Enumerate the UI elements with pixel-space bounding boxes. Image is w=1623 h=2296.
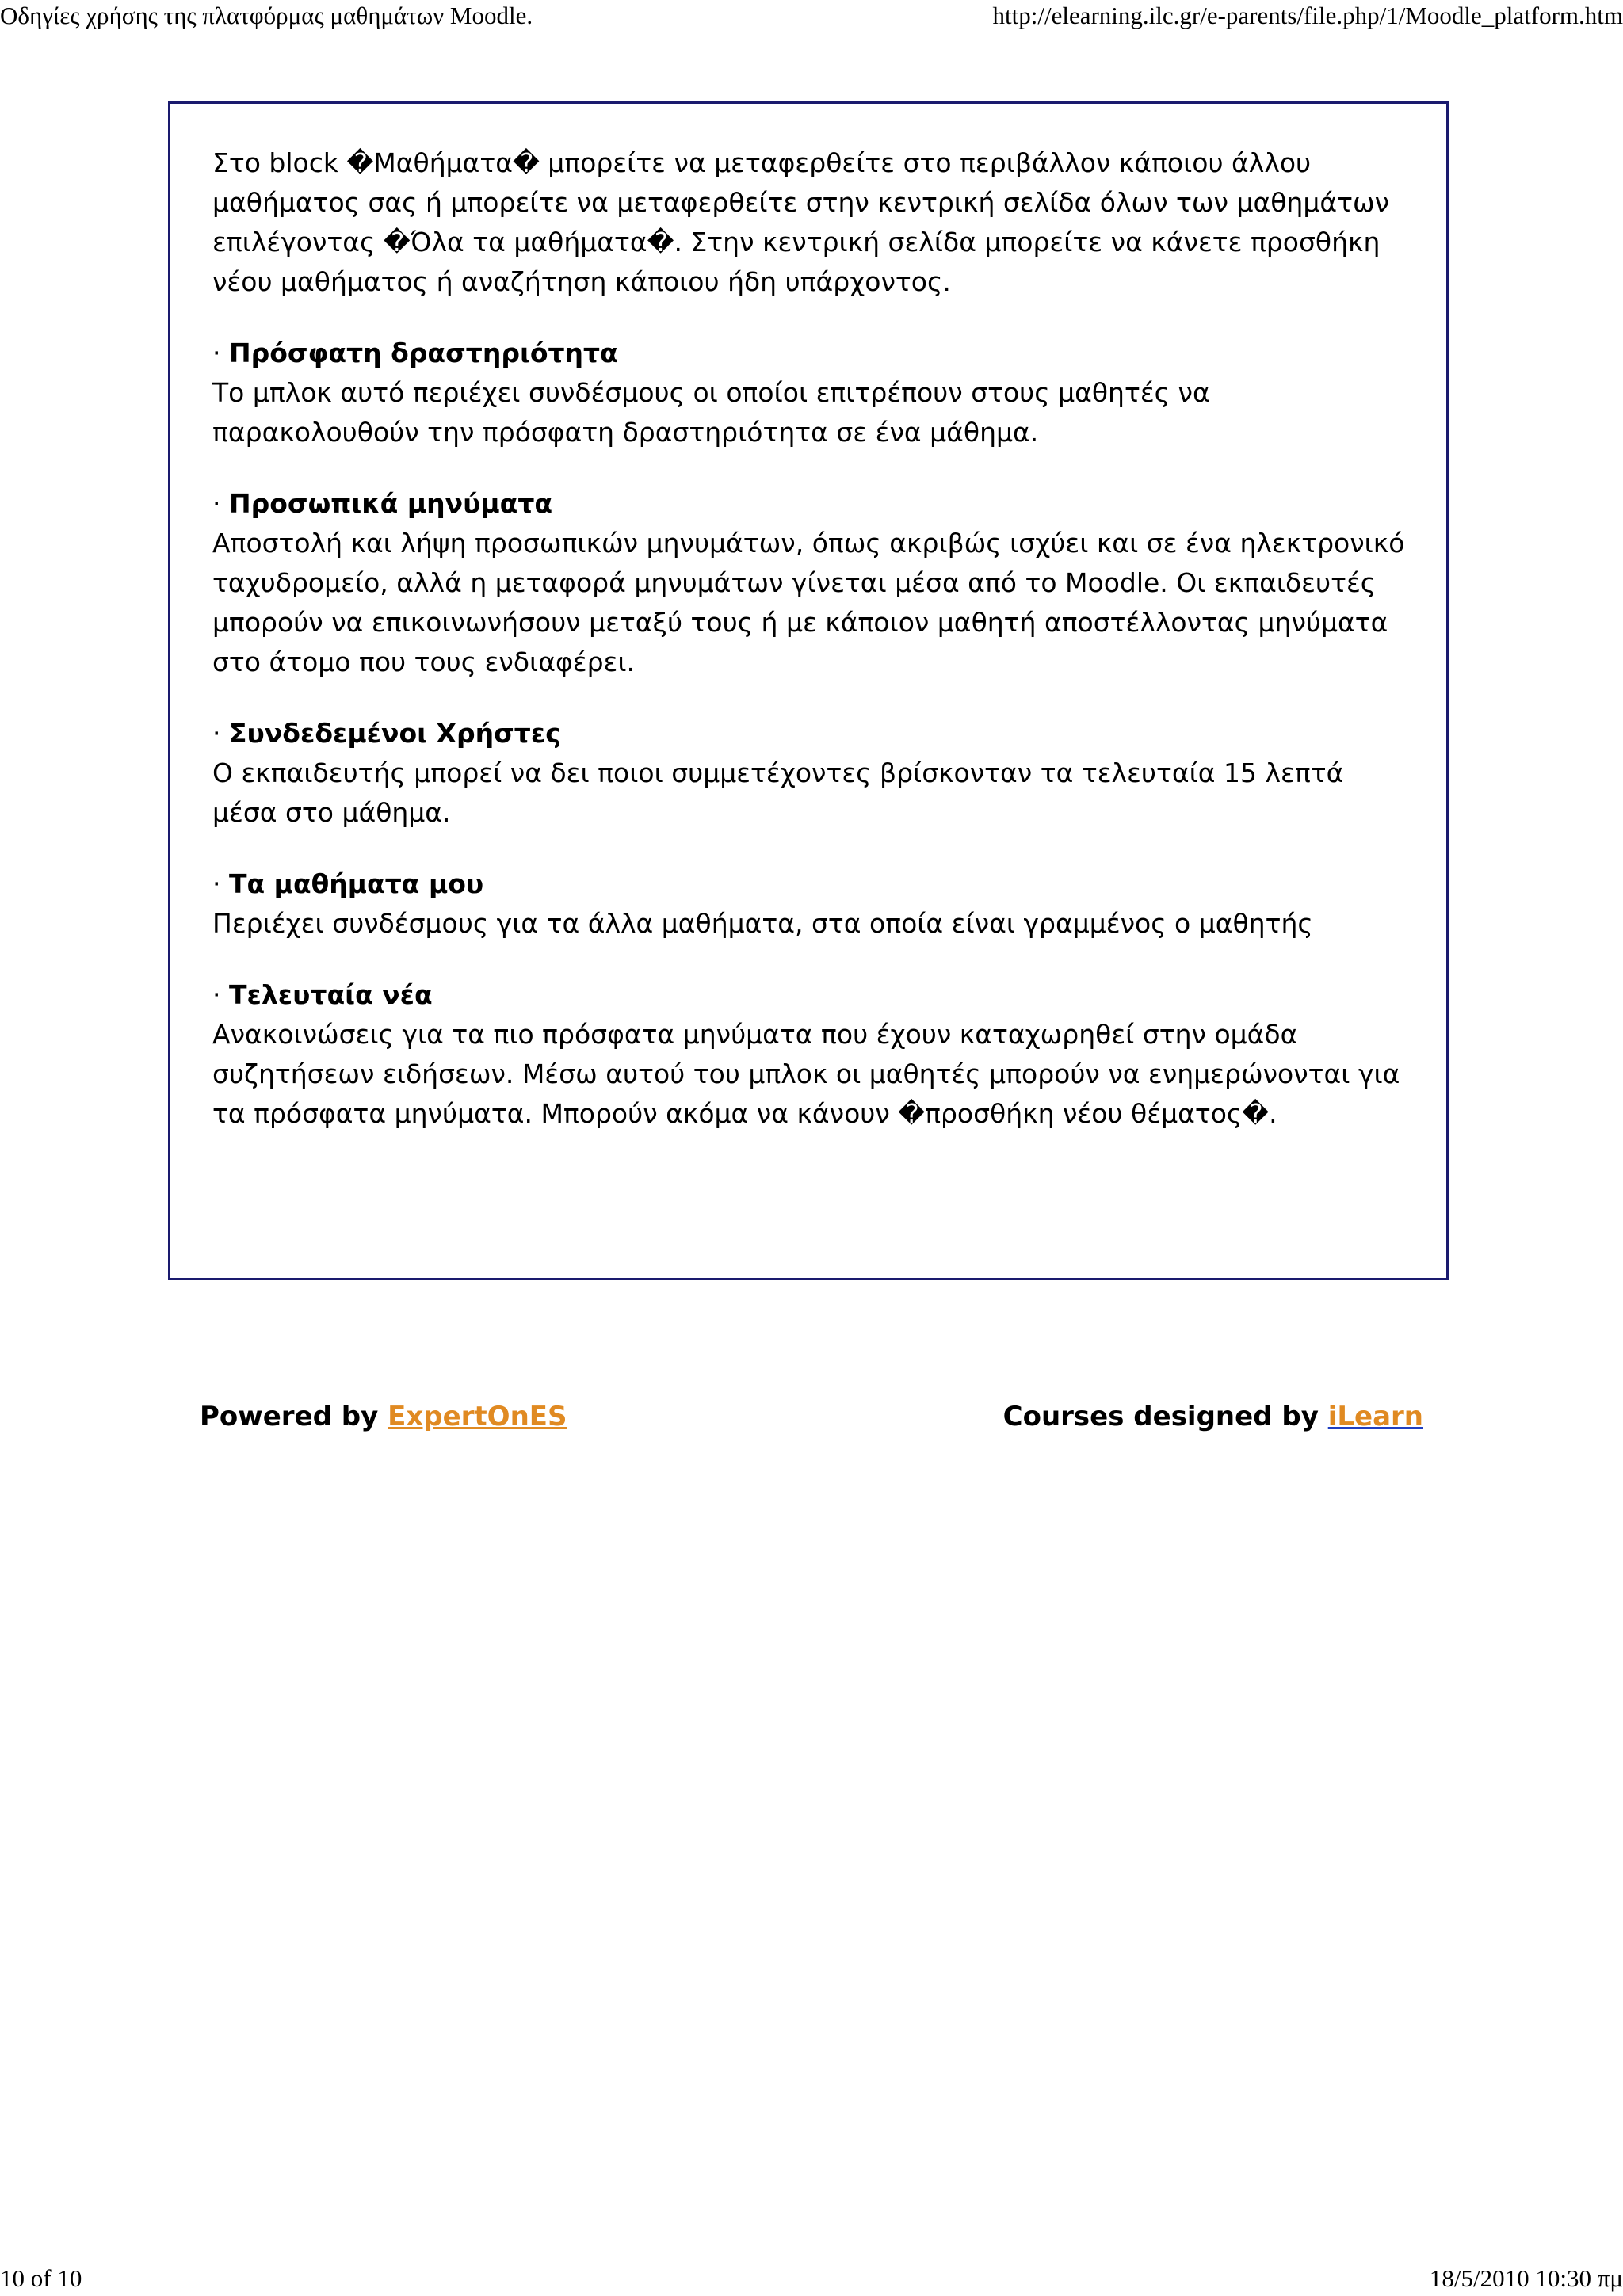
designed-by-label: Courses designed by: [1002, 1401, 1328, 1432]
section-text: Περιέχει συνδέσμους για τα άλλα μαθήματα, στα οποία είναι γραμμένος ο μαθητής: [212, 908, 1313, 939]
document-title: Οδηγίες χρήσης της πλατφόρμας μαθημάτων Moodle.: [0, 2, 533, 29]
expertones-link[interactable]: ExpertOnES: [388, 1401, 567, 1432]
print-footer: [0, 2264, 1623, 2296]
section-text: Το μπλοκ αυτό περιέχει συνδέσμους οι οποίοι επιτρέπουν στους μαθητές να παρακολουθούν την πρόσφατη δραστηριότητα σε ένα μάθημα.: [212, 377, 1210, 448]
bullet: ·: [212, 488, 229, 519]
section-text: Ο εκπαιδευτής μπορεί να δει ποιοι συμμετέχοντες βρίσκονταν τα τελευταία 15 λεπτά μέσα στο μάθημα.: [212, 757, 1344, 828]
bullet: ·: [212, 718, 229, 749]
section-title: Προσωπικά μηνύματα: [228, 488, 553, 519]
page-number: 10 of 10: [0, 2264, 82, 2292]
powered-by: [200, 1393, 567, 1440]
bullet: ·: [212, 338, 229, 368]
print-header: [0, 2, 1623, 33]
footer-credits: [200, 1393, 1423, 1440]
designed-by: [1003, 1393, 1423, 1440]
section-my-courses: [212, 864, 1405, 944]
section-title: Συνδεδεμένοι Χρήστες: [228, 718, 561, 749]
ilearn-link[interactable]: iLearn: [1327, 1401, 1423, 1432]
bullet: ·: [212, 868, 229, 899]
section-recent-activity: [212, 334, 1405, 452]
section-latest-news: [212, 975, 1405, 1134]
section-online-users: [212, 714, 1405, 833]
section-text: Αποστολή και λήψη προσωπικών μηνυμάτων, όπως ακριβώς ισχύει και σε ένα ηλεκτρονικό ταχυδρομείο, αλλά η μεταφορά μηνυμάτων γίνεται μέσα από το Moodle. Οι εκπαιδευτές μπορούν να επικοινωνήσουν μεταξύ τους ή με κάποιον μαθητή αποστέλλοντας μηνύματα στο άτομο που τους ενδιαφέρει.: [212, 528, 1405, 677]
print-datetime: 18/5/2010 10:30 πμ: [1429, 2264, 1623, 2292]
section-personal-messages: [212, 484, 1405, 682]
section-title: Τα μαθήματα μου: [228, 868, 484, 899]
section-text: Ανακοινώσεις για τα πιο πρόσφατα μηνύματα που έχουν καταχωρηθεί στην ομάδα συζητήσεων ειδήσεων. Μέσω αυτού του μπλοκ οι μαθητές μπορούν να ενημερώνονται για τα πρόσφατα μηνύματα. Μπορούν ακόμα να κάνουν �προσθήκη νέου θέματος�.: [212, 1019, 1400, 1129]
powered-by-label: Powered by: [200, 1401, 388, 1432]
section-title: Τελευταία νέα: [228, 979, 433, 1010]
section-title: Πρόσφατη δραστηριότητα: [228, 338, 618, 368]
bullet: ·: [212, 979, 229, 1010]
intro-paragraph: Στο block �Μαθήματα� μπορείτε να μεταφερθείτε στο περιβάλλον κάποιου άλλου μαθήματος σας ή μπορείτε να μεταφερθείτε στην κεντρική σελίδα όλων των μαθημάτων επιλέγοντας �Όλα τα μαθήματα�. Στην κεντρική σελίδα μπορείτε να κάνετε προσθήκη νέου μαθήματος ή αναζήτηση κάποιου ήδη υπάρχοντος.: [212, 147, 1390, 297]
document-url: http://elearning.ilc.gr/e-parents/file.php/1/Moodle_platform.htm: [992, 2, 1623, 29]
content-box: [168, 101, 1449, 1280]
